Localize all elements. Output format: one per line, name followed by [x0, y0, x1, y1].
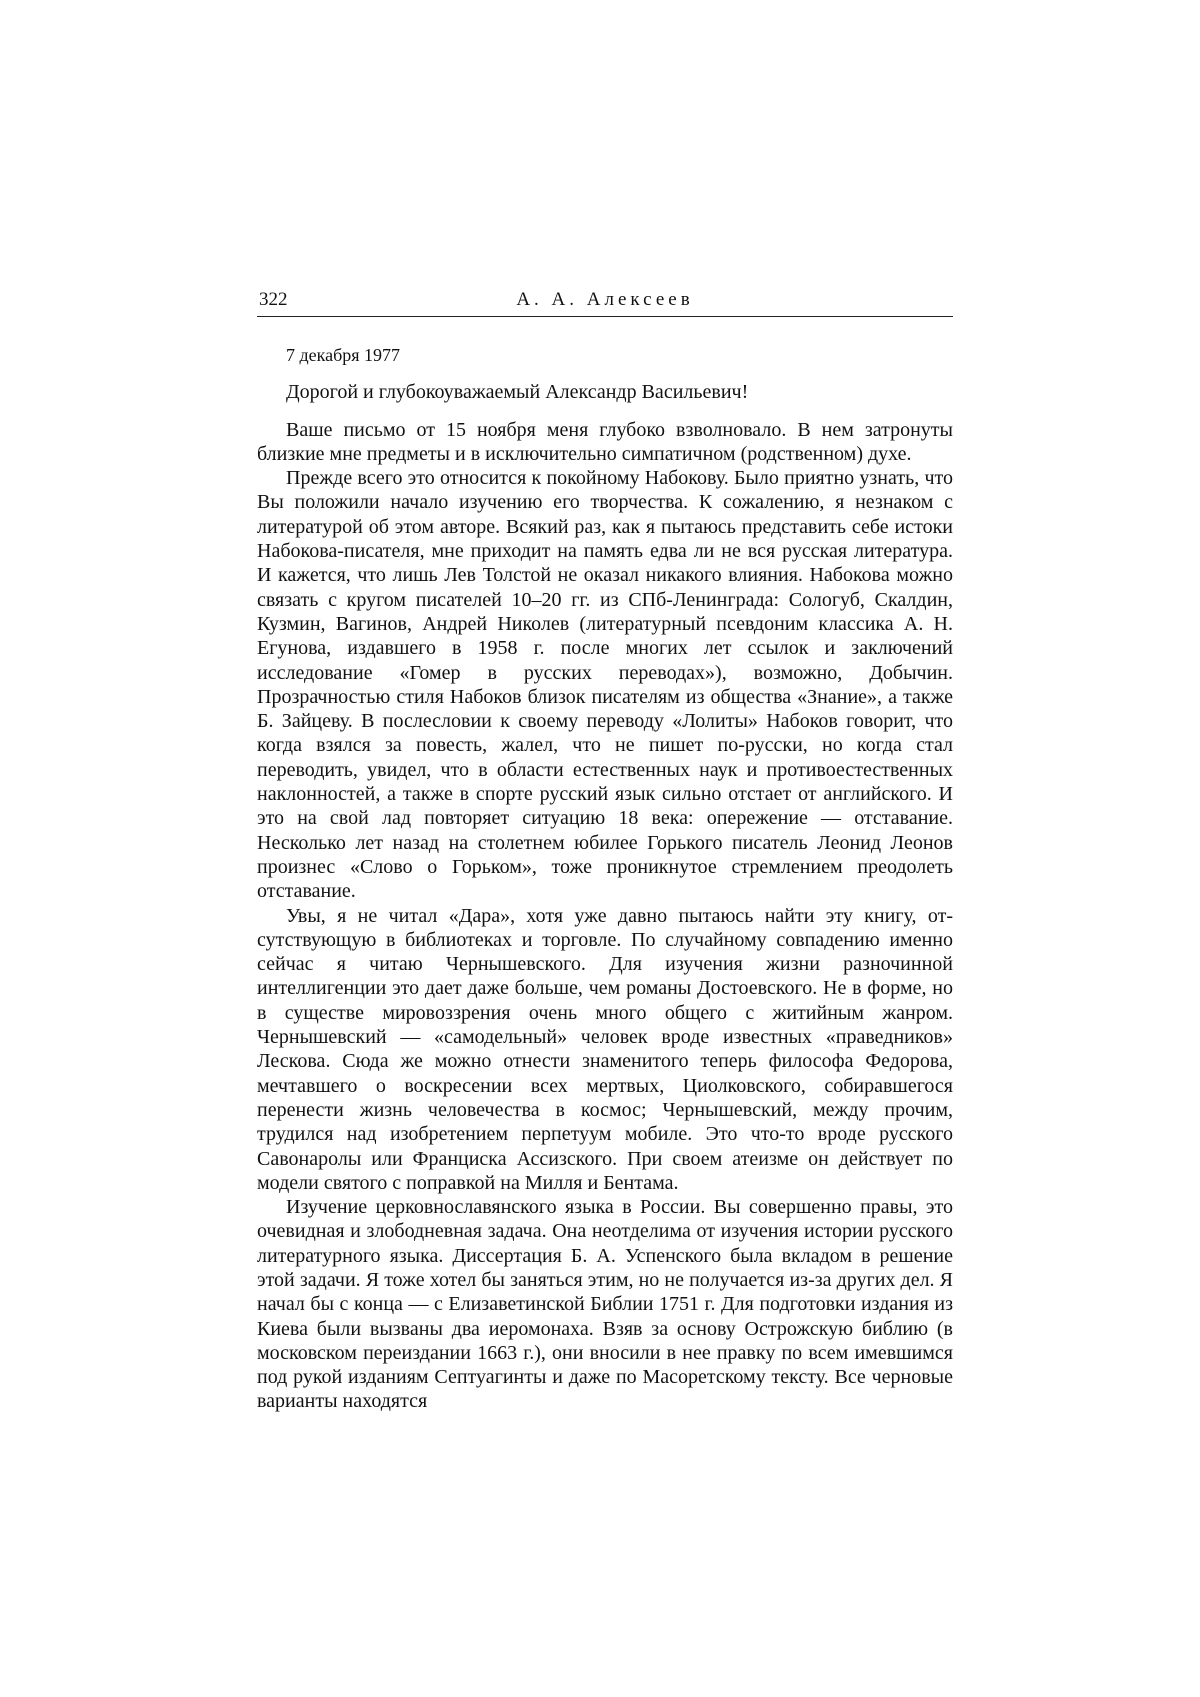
- letter-body: [257, 343, 953, 1414]
- running-head: [257, 288, 953, 317]
- paragraph-1: Ваше письмо от 15 ноября меня глубоко взволновало. В нем затронуты близкие мне предметы и в исключительно симпатичном (родственном) духе.: [257, 418, 953, 465]
- paragraph-2: Прежде всего это относится к покойному Набокову. Было приятно узнать, что Вы положили начало изучению его творчества. К сожалению, я незнаком с литературой об этом авторе. Всякий раз, как я пытаюсь представить себе истоки Набокова-писателя, мне приходит на память едва ли не вся русская литература. И кажется, что лишь Лев Толстой не оказал никакого влияния. Набокова можно связать с кругом писателей 10–20 гг. из СПб-Ленинграда: Сологуб, Скалдин, Кузмин, Вагинов, Андрей Николев (литературный псевдоним классика А. Н. Егунова, издавшего в 1958 г. после многих лет ссылок и заключений исследование «Гомер в русских переводах»), возможно, Добычин. Прозрачностью стиля Набоков близок писателям из общества «Знание», а также Б. Зайцеву. В послесловии к своему переводу «Лолиты» Набоков говорит, что когда взялся за повесть, жалел, что не пишет по-русски, но когда стал переводить, увидел, что в области естественных наук и противоестественных наклонностей, а также в спорте русский язык сильно отстает от английского. И это на свой лад повторяет ситуацию 18 века: опережение — отставание. Несколько лет назад на столетнем юбилее Горького писатель Леонид Леонов произнес «Слово о Горьком», тоже проникнутое стремлением преодолеть отставание.: [257, 467, 953, 903]
- letter-salutation: Дорогой и глубокоуважаемый Александр Васильевич!: [286, 381, 749, 404]
- paragraph-4: Изучение церковнославянского языка в России. Вы совершенно правы, это очевидная и злободневная задача. Она неотделима от изучения истории русского литературного языка. Диссертация Б. А. Успенского была вкладом в решение этой задачи. Я тоже хотел бы заняться этим, но не получается из-за других дел. Я начал бы с конца — с Елизаветинской Библии 1751 г. Для подготовки издания из Киева были вызваны два иеромонаха. Взяв за основу Острожскую библию (в московском переиздании 1663 г.), они вносили в нее правку по всем имевшимся под рукой изданиям Септуагинты и даже по Масоретскому тексту. Все черновые варианты находятся: [257, 1196, 953, 1413]
- book-page: [257, 0, 953, 1697]
- running-title-author: А. А. Алексеев: [516, 289, 694, 310]
- page-number: 322: [259, 289, 288, 310]
- letter-date: 7 декабря 1977: [286, 345, 401, 365]
- paragraph-3: Увы, я не читал «Дара», хотя уже давно пытаюсь найти эту книгу, отсутствующую в библиотеках и торговле. По случайному совпадению именно сейчас я читаю Чернышевского. Для изучения жизни разночинной интеллигенции это дает даже больше, чем романы Достоевского. Не в форме, но в существе мировоззрения очень много общего с житийным жанром. Чернышевский — «самодельный» человек вроде известных «праведников» Лескова. Сюда же можно отнести знаменитого теперь философа Федорова, мечтавшего о воскресении всех мертвых, Циолковского, собиравшегося перенести жизнь человечества в космос; Чернышевский, между прочим, трудился над изобретением перпетуум мобиле. Это что-то вроде русского Савонаролы или Франциска Ассизского. При своем атеизме он действует по модели святого с поправкой на Милля и Бентама.: [257, 904, 953, 1194]
